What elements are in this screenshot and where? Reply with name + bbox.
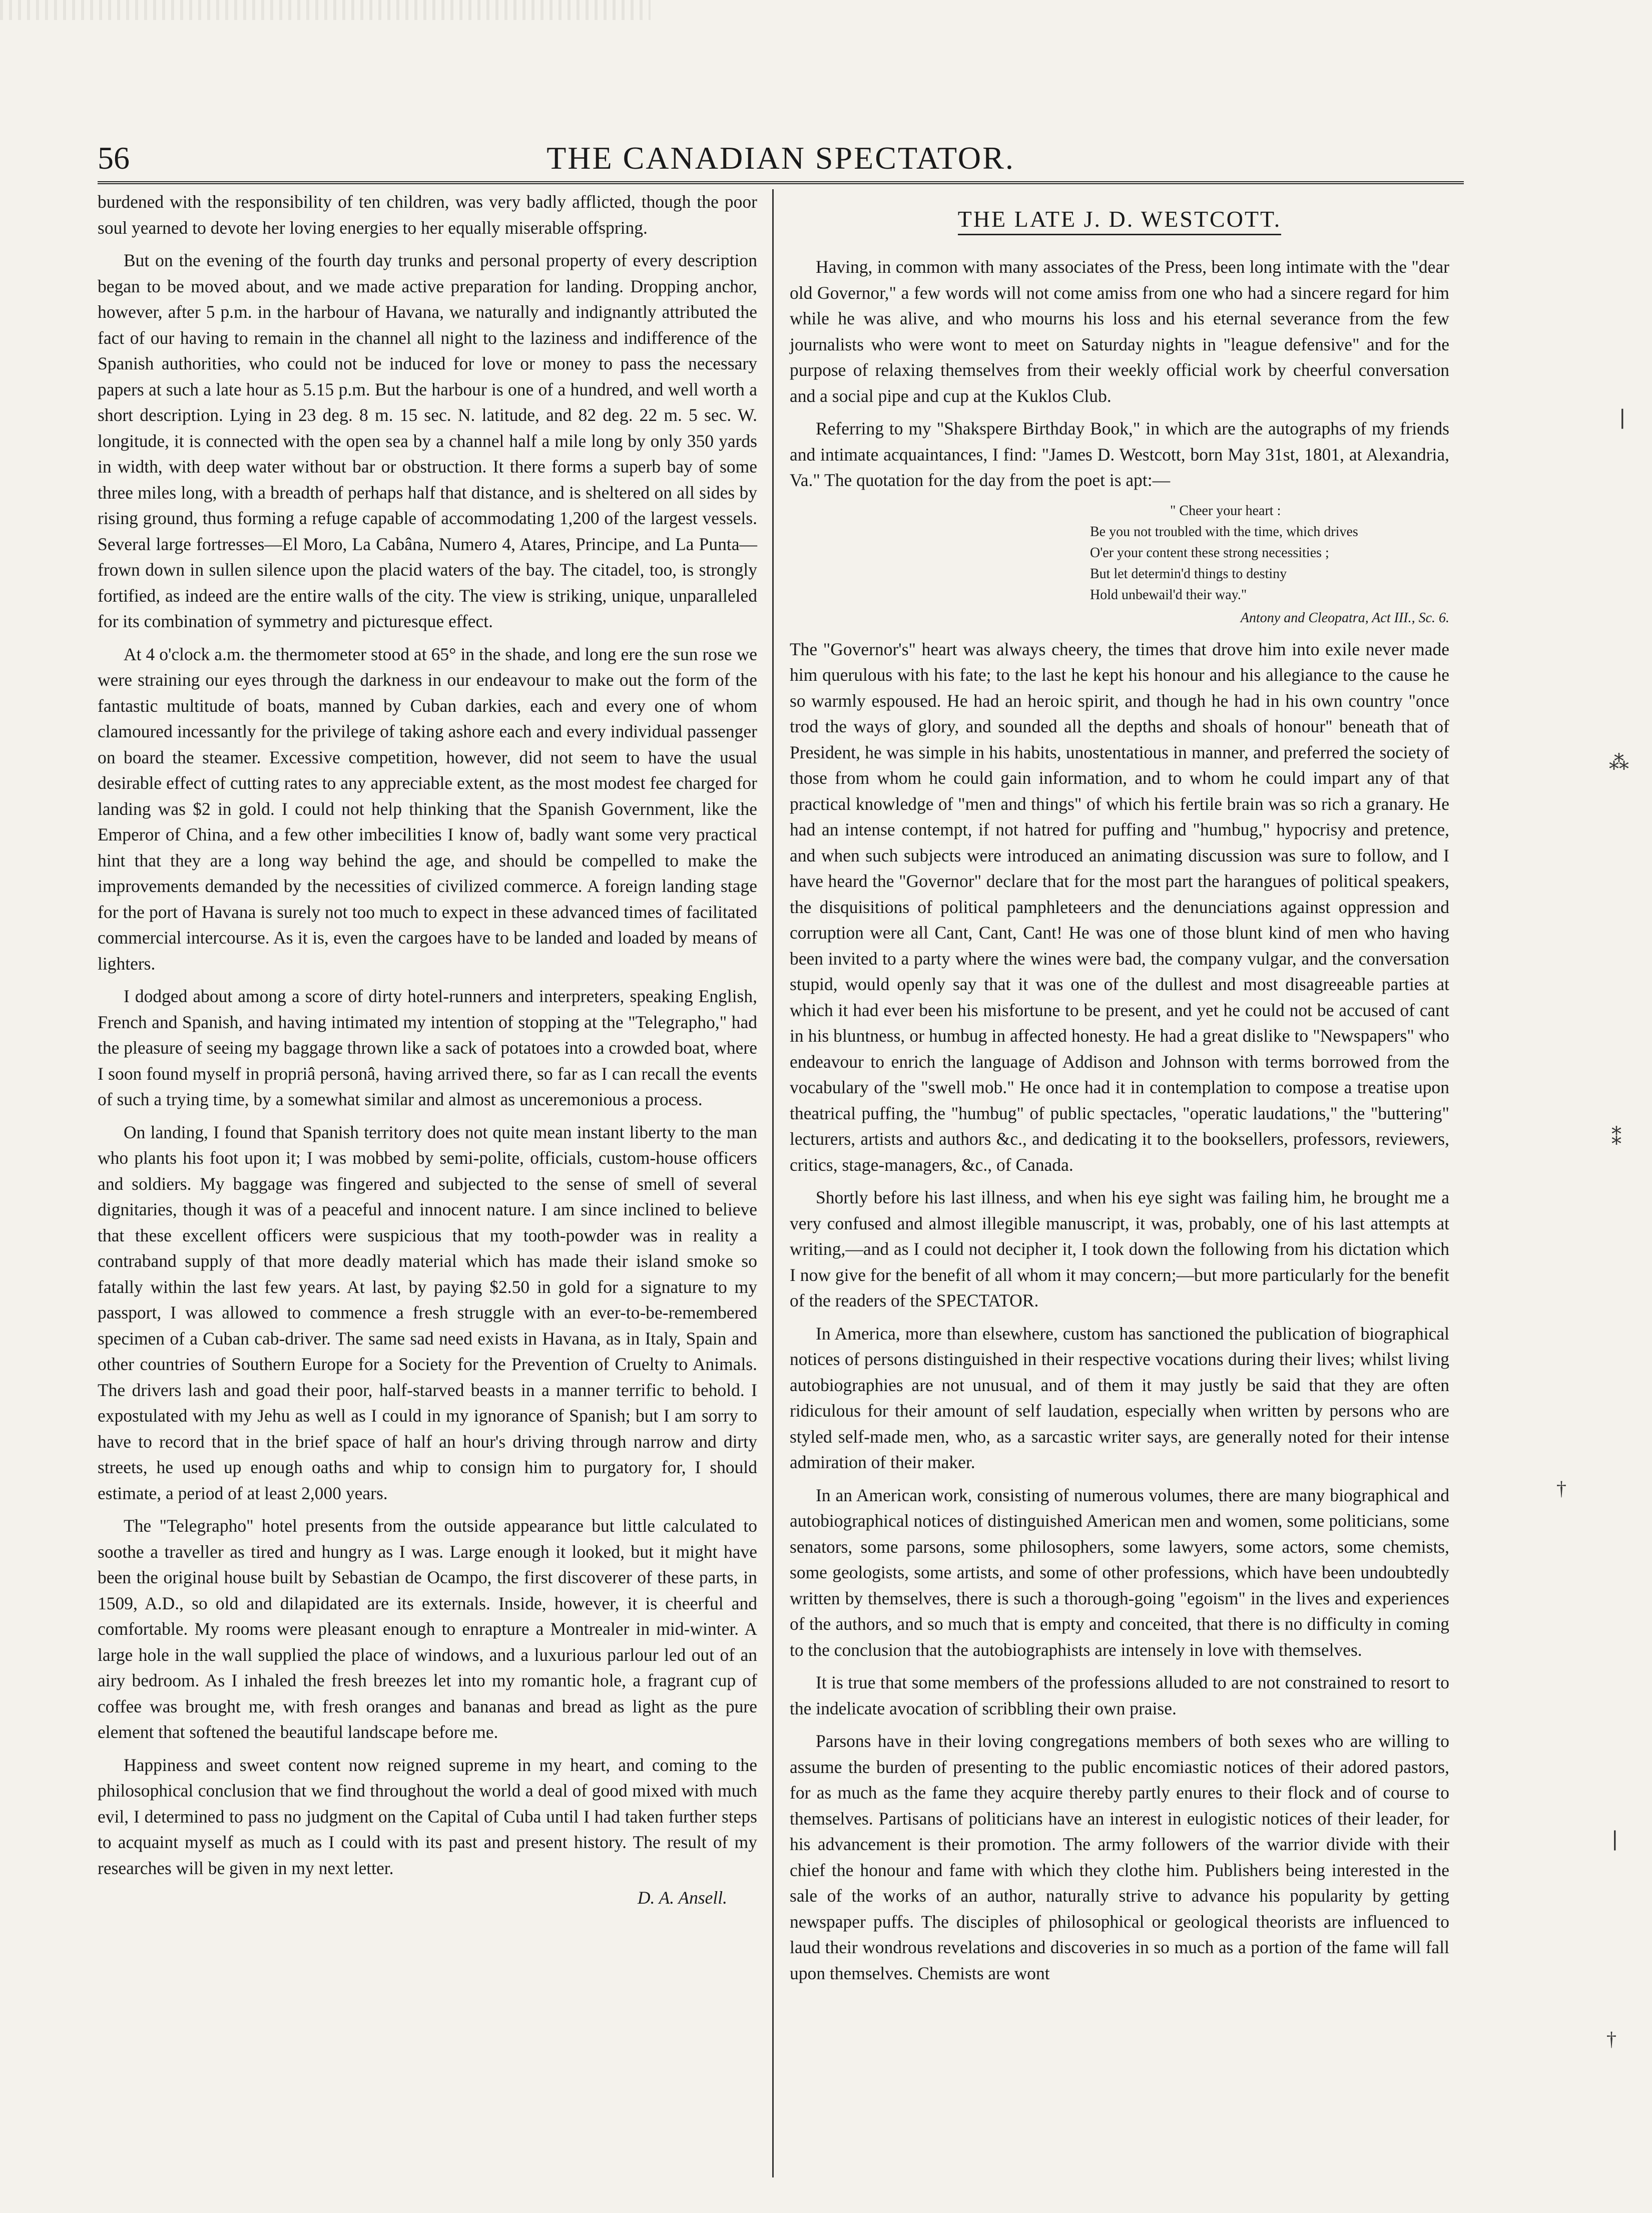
right-paragraph: Shortly before his last illness, and when his eye sight was failing him, he brought me a very confused and almost illegible manuscript, it was, probably, one of his last attempts at writing,—and as I could not decipher it, I took down the following from his dictation which I now give for the benefit of all whom it may concern;—but more particularly for the benefit of the readers of the SPECTATOR. bbox=[790, 1187, 1449, 1310]
poem-quotation bbox=[1090, 501, 1449, 629]
right-paragraph: The "Governor's" heart was always cheery, the times that drove him into exile never made him querulous with his fate; to the last he kept his honour and his allegiance to the cause he so warmly espoused. He had an heroic spirit, and though he had in his own country "once trod the ways of glory, and sounded all the depths and shoals of honour" beneath that of President, he was simple in his habits, unostentatious in manner, and preferred the society of those from whom he could gain information, and to whom he could impart any of that practical knowledge of "men and things" of which his fertile brain was so rich a granary. He had an intense contempt, if not hatred for puffing and "humbug," hypocrisy and pretence, and when such subjects were introduced an animating discussion was sure to follow, and I have heard the "Governor" declare that for the most part the harangues of political speakers, the disquisitions of political pamphleteers and the denunciations against oppression and corruption were all Cant, Cant, Cant! He was one of those blunt kind of men who having been invited to a party where the wines were bad, the company vulgar, and the conversation stupid, would openly say that it was one of the dullest and most disagreeable parties at which it had ever been his misfortune to be present, and yet he could not be accused of cant in his bluntness, or humbug in affected honesty. He had a great dislike to "Newspapers" who endeavour to enrich the language of Addison and Johnson with terms borrowed from the vocabulary of the "swell mob." He once had it in contemplation to compose a treatise upon theatrical puffing, the "humbug" of public spectacles, "operatic laudations," the "buttering" lecturers, artists and authors &c., and dedicating it to the booksellers, professors, reviewers, critics, stage-managers, &c., of Canada. bbox=[790, 639, 1449, 1175]
scan-artifact bbox=[0, 0, 651, 20]
article-title-text: THE LATE J. D. WESTCOTT. bbox=[958, 206, 1282, 235]
left-paragraph: burdened with the responsibility of ten children, was very badly afflicted, though the poor soul yearned to devote her loving energies to her equally miserable offspring. bbox=[98, 192, 757, 238]
author-signature: D. A. Ansell. bbox=[637, 1888, 727, 1908]
right-paragraph: In an American work, consisting of numerous volumes, there are many biographical and autobiographical notices of distinguished American men and women, some politicians, some senators, some parsons, some philosophers, some lawyers, some actors, some chemists, some geologists, some artists, and some of other professions, which have been undoubtedly written by themselves, there is such a thorough-going "egoism" in the lives and experiences of the authors, and so much that is empty and conceited, that there is no difficulty in coming to the conclusion that the autobiographists are intensely in love with themselves. bbox=[790, 1485, 1449, 1660]
left-paragraph: Happiness and sweet content now reigned supreme in my heart, and coming to the philosophical conclusion that we find throughout the world a deal of good mixed with much evil, I determined to pass no judgment on the Capital of Cuba until I had taken further steps to acquaint myself as much as I could with its past and present history. The result of my researches will be given in my next letter. bbox=[98, 1754, 757, 1878]
poem-line: O'er your content these strong necessities ; bbox=[1090, 545, 1329, 561]
poem-line: But let determin'd things to destiny bbox=[1090, 566, 1287, 582]
margin-mark: ❘ bbox=[1614, 406, 1631, 428]
newspaper-page bbox=[98, 135, 1464, 2177]
page-header bbox=[98, 135, 1464, 184]
margin-mark: ❘ bbox=[1606, 1828, 1623, 1850]
margin-mark: ⁑ bbox=[1611, 1127, 1621, 1149]
poem-line: " Cheer your heart : bbox=[1170, 503, 1281, 519]
left-paragraph: On landing, I found that Spanish territory does not quite mean instant liberty to the man who plants his foot upon it; I was mobbed by semi-polite, officials, custom-house officers and soldiers. My baggage was fingered and subjected to the sense of smell of several dignitaries, though it was of a peaceful and innocent nature. I am since inclined to believe that these excellent officers were suspicious that my tooth-powder was in reality a contraband supply of that more deadly material which has made their island smoke so fatally within the last few years. At last, by paying $2.50 in gold for a signature to my passport, I was allowed to commence a fresh struggle with an ever-to-be-remembered specimen of a Cuban cab-driver. The same sad need exists in Havana, as in Italy, Spain and other countries of Southern Europe for a Society for the Prevention of Cruelty to Animals. The drivers lash and goad their poor, half-starved beasts in a manner terrific to behold. I expostulated with my Jehu as well as I could in my ignorance of Spanish; but I am sorry to have to record that in the brief space of half an hour's driving through narrow and dirty streets, he used up enough oaths and whip to consign him to purgatory for, I should estimate, a period of at least 2,000 years. bbox=[98, 1122, 757, 1503]
article-title bbox=[790, 204, 1449, 234]
right-column bbox=[774, 189, 1449, 2177]
poem-line: Hold unbewail'd their way." bbox=[1090, 587, 1247, 603]
left-paragraph: At 4 o'clock a.m. the thermometer stood at 65° in the shade, and long ere the sun rose we were straining our eyes through the darkness in our endeavour to make out the form of the fantastic multitude of boats, manned by Cuban darkies, each and every one of whom clamoured incessantly for the privilege of taking ashore each and every individual passenger on board the steamer. Excessive competition, however, did not seem to have the usual desirable effect of cutting rates to any appreciable extent, as the most modest fee charged for landing was $2 in gold. I could not help thinking that the Spanish Government, like the Emperor of China, and a few other imbecilities I know of, badly want some very practical hint that they are a long way behind the age, and should be compelled to make the improvements demanded by the necessities of civilized commerce. A foreign landing stage for the port of Havana is surely not too much to expect in these advanced times of facilitated commercial intercourse. As it is, even the cargoes have to be landed and loaded by means of lighters. bbox=[98, 644, 757, 974]
margin-mark: † bbox=[1606, 2028, 1616, 2050]
columns bbox=[98, 189, 1464, 2177]
left-paragraph: The "Telegrapho" hotel presents from the outside appearance but little calculated to soothe a traveller as tired and hungry as I was. Large enough it looked, but it might have been the original house built by Sebastian de Ocampo, the first discoverer of these parts, in 1509, A.D., so old and dilapidated are its externals. Inside, however, it is cheerful and comfortable. My rooms were pleasant enough to enrapture a Montrealer in mid-winter. A large hole in the wall supplied the place of windows, and a luxurious parlour led out of an airy bedroom. As I inhaled the fresh breezes let into my romantic hole, a fragrant cup of coffee was brought me, with fresh oranges and bananas and bread as light as the pure element that softened the beautiful landscape before me. bbox=[98, 1516, 757, 1742]
margin-mark: † bbox=[1556, 1477, 1566, 1500]
right-paragraph: Having, in common with many associates of the Press, been long intimate with the "dear old Governor," a few words will not come amiss from one who had a sincere regard for him while he was alive, and who mourns his loss and his eternal severance from the few journalists who were wont to meet on Saturday nights in "league defensive" and for the purpose of relaxing themselves from their weekly official work by cheerful conversation and a social pipe and cup at the Kuklos Club. bbox=[790, 257, 1449, 406]
poem-citation: Antony and Cleopatra, Act III., Sc. 6. bbox=[1240, 610, 1449, 626]
poem-line: Be you not troubled with the time, which drives bbox=[1090, 524, 1358, 540]
margin-mark: ⁂ bbox=[1609, 751, 1629, 774]
right-paragraph: Parsons have in their loving congregations members of both sexes who are willing to assume the burden of presenting to the public encomiastic notices of their adored pastors, for as much as the fame they acquire thereby partly enures to their flock and of course to themselves. Partisans of politicians have an interest in eulogistic notices of their leader, for his advancement is their promotion. The army followers of the warrior divide with their chief the honour and fame with which they clothe him. Publishers being interested in the sale of the works of an author, naturally strive to advance his popularity by getting newspaper puffs. The disciples of philosophical or geological theorists are influenced to laud their wondrous revelations and discoveries in so much as a portion of the fame will fall upon themselves. Chemists are wont bbox=[790, 1731, 1449, 1983]
left-paragraph: I dodged about among a score of dirty hotel-runners and interpreters, speaking English, French and Spanish, and having intimated my intention of stopping at the "Telegrapho," had the pleasure of seeing my baggage thrown like a sack of potatoes into a crowded boat, where I soon found myself in propriâ personâ, having arrived there, so far as I can recall the events of such a trying time, by a somewhat similar and almost as unceremonious a process. bbox=[98, 986, 757, 1109]
left-paragraph: But on the evening of the fourth day trunks and personal property of every description began to be moved about, and we made active preparation for landing. Dropping anchor, however, after 5 p.m. in the harbour of Havana, we naturally and indignantly attributed the fact of our having to remain in the channel all night to the laziness and indifference of the Spanish authorities, who could not be induced for love or money to pass the necessary papers at such a late hour as 5.15 p.m. But the harbour is one of a hundred, and well worth a short description. Lying in 23 deg. 8 m. 15 sec. N. latitude, and 82 deg. 22 m. 5 sec. W. longitude, it is connected with the open sea by a channel half a mile long by only 350 yards in width, with deep water without bar or obstruction. It there forms a superb bay of some three miles long, with a breadth of perhaps half that distance, and is sheltered on all sides by rising ground, thus forming a refuge capable of accommodating 1,200 of the largest vessels. Several large fortresses—El Moro, La Cabâna, Numero 4, Atares, Principe, and La Punta—frown down in sullen silence upon the placid waters of the bay. The citadel, too, is strongly fortified, as indeed are the entire walls of the city. The view is striking, unique, unparalleled for its combination of symmetry and picturesque effect. bbox=[98, 250, 757, 631]
masthead-title: THE CANADIAN SPECTATOR. bbox=[546, 140, 1015, 176]
left-column bbox=[98, 189, 772, 2177]
right-paragraph: It is true that some members of the professions alluded to are not constrained to resort to the indelicate avocation of scribbling their own praise. bbox=[790, 1672, 1449, 1718]
right-paragraph: In America, more than elsewhere, custom has sanctioned the publication of biographical notices of persons distinguished in their respective vocations during their lives; whilst living autobiographies are not unusual, and of them it may justly be said that they are often ridiculous for their amount of self laudation, especially when written by persons who are styled self-made men, who, as a sarcastic writer says, are generally noted for their intense admiration of their maker. bbox=[790, 1323, 1449, 1472]
right-paragraph: Referring to my "Shakspere Birthday Book," in which are the autographs of my friends and intimate acquaintances, I find: "James D. Westcott, born May 31st, 1801, at Alexandria, Va." The quotation for the day from the poet is apt:— bbox=[790, 418, 1449, 490]
page-number: 56 bbox=[98, 140, 130, 176]
